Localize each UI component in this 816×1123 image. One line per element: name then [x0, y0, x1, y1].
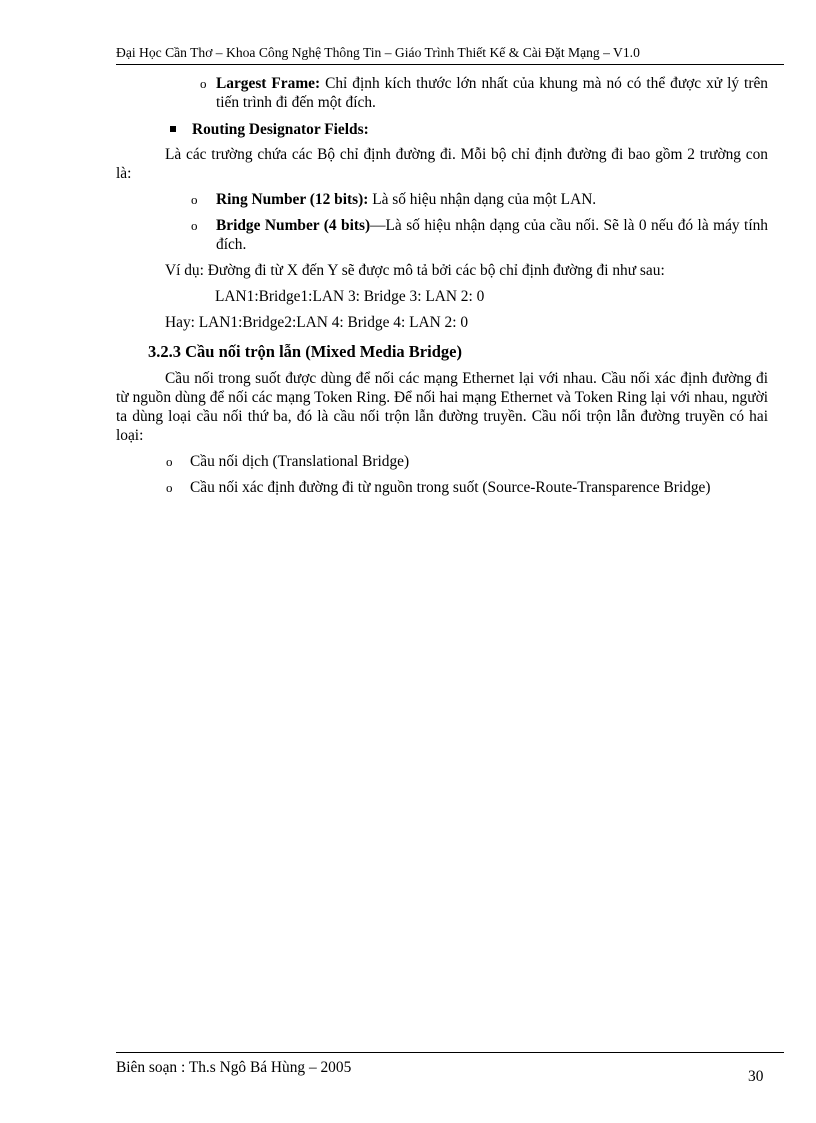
list-item-ring-number	[116, 190, 768, 209]
example-intro: Ví dụ: Đường đi từ X đến Y sẽ được mô tả bởi các bộ chỉ định đường đi như sau:	[165, 262, 665, 279]
hollow-bullet-icon: o	[200, 76, 207, 91]
hollow-bullet-icon: o	[191, 218, 198, 233]
page-number: 30	[748, 1068, 764, 1085]
example-path-1: LAN1:Bridge1:LAN 3: Bridge 3: LAN 2: 0	[215, 288, 485, 305]
hollow-bullet-icon: o	[191, 192, 198, 207]
header-divider	[116, 64, 784, 65]
running-header: Đại Học Cần Thơ – Khoa Công Nghệ Thông Tin – Giáo Trình Thiết Kế & Cài Đặt Mạng – V1.0	[116, 45, 640, 60]
paragraph-mixed-media: Cầu nối trong suốt được dùng để nối các mạng Ethernet lại với nhau. Cầu nối xác định đường đi từ nguồn dùng để nối các mạng Token Ring. Để nối hai mạng Ethernet và Token Ring lại với nhau, người ta dùng loại cầu nối thứ ba, đó là cầu nối trộn lẫn đường truyền. Cầu nối trộn lẫn đường truyền có hai loại:	[116, 370, 768, 444]
list-item-largest-frame	[116, 74, 768, 112]
list-item-translational-bridge	[116, 452, 768, 471]
term-largest-frame: Largest Frame:	[216, 75, 321, 92]
footer-author: Biên soạn : Th.s Ngô Bá Hùng – 2005	[116, 1059, 352, 1076]
term-ring-number: Ring Number (12 bits):	[216, 191, 369, 208]
footer-divider	[116, 1052, 784, 1053]
page-body	[116, 74, 768, 504]
example-path-2: Hay: LAN1:Bridge2:LAN 4: Bridge 4: LAN 2: 0	[165, 314, 469, 331]
term-bridge-number: Bridge Number (4 bits)	[216, 217, 371, 234]
desc-bridge-number: —Là số hiệu nhận dạng của cầu nối. Sẽ là 0 nếu đó là máy tính đích.	[216, 217, 768, 253]
list-item-source-route-bridge	[116, 478, 768, 497]
heading-routing-designator	[116, 120, 768, 139]
section-heading: 3.2.3 Cầu nối trộn lẫn (Mixed Media Bridge)	[148, 342, 462, 361]
hollow-bullet-icon: o	[166, 480, 173, 495]
list-item-bridge-number	[116, 216, 768, 254]
bridge-type-1: Cầu nối dịch (Translational Bridge)	[190, 453, 410, 470]
desc-largest-frame: Chỉ định kích thước lớn nhất của khung mà nó có thể được xử lý trên tiến trình đi đến một đích.	[216, 75, 768, 111]
routing-heading-text: Routing Designator Fields:	[192, 121, 369, 138]
paragraph-routing: Là các trường chứa các Bộ chỉ định đường đi. Mỗi bộ chỉ định đường đi bao gồm 2 trường con là:	[116, 146, 768, 182]
desc-ring-number: Là số hiệu nhận dạng của một LAN.	[368, 191, 597, 208]
hollow-bullet-icon: o	[166, 454, 173, 469]
square-bullet-icon	[170, 126, 176, 132]
bridge-type-2: Cầu nối xác định đường đi từ nguồn trong suốt (Source-Route-Transparence Bridge)	[190, 479, 711, 496]
